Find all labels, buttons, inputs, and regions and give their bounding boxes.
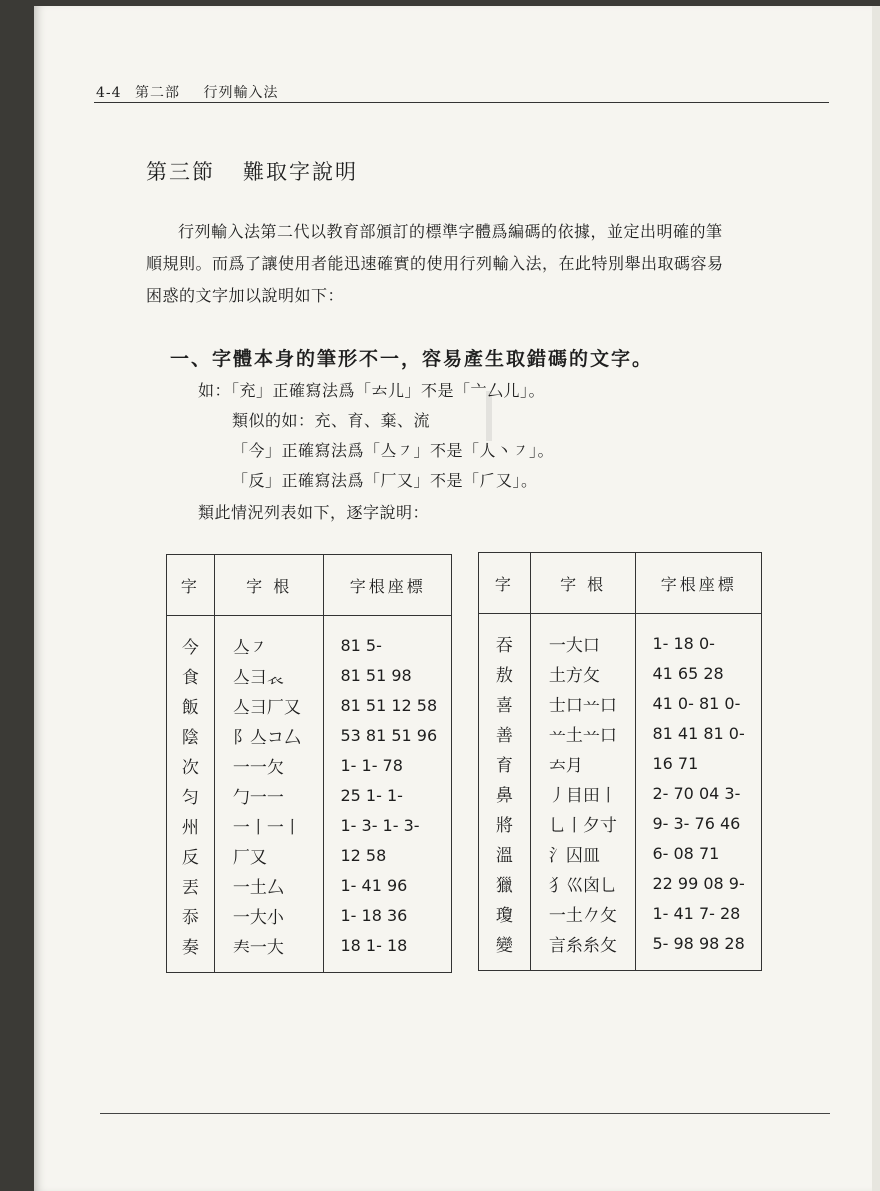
cell-coords: 18 1- 18 [340,935,408,955]
cell-coords: 2- 70 04 3- [652,783,741,803]
cell-roots: 𡗗一大 [214,930,324,973]
cell-coords: 12 58 [340,845,387,865]
cell-char: 州 [167,810,215,840]
footer-rule [100,1113,830,1114]
table-row [479,748,762,778]
cell-char: 變 [479,928,531,971]
table-row [167,780,452,810]
table-row [479,868,762,898]
header-roots: 字 根 [530,553,636,614]
cell-coords: 5- 98 98 28 [652,933,745,953]
subsection-heading: 一、字體本身的筆形不一，容易產生取錯碼的文字。 [170,348,654,370]
cell-char: 溫 [479,838,531,868]
cell-coords: 41 0- 81 0- [652,693,741,713]
cell-char: 今 [167,616,215,661]
table-row [167,616,452,661]
cell-roots: 一丨一丨 [214,810,324,840]
cell-coords: 1- 18 36 [340,905,408,925]
table-row [479,614,762,659]
table-row [479,658,762,688]
table-row [167,870,452,900]
cell-roots: 亼彐𧘇 [214,660,324,690]
table-row [167,840,452,870]
part-label: 第二部 [135,85,180,101]
cell-roots: 亼彐厂又 [214,690,324,720]
intro-line-3: 困惑的文字加以說明如下： [146,286,345,305]
cell-coords: 1- 18 0- [652,633,715,653]
cell-char: 吞 [479,614,531,659]
cell-roots: 亼㇇ [214,616,324,661]
cell-coords: 81 5- [340,635,382,655]
table-row [479,898,762,928]
cell-char: 忝 [167,900,215,930]
cell-roots: 土方攵 [530,658,636,688]
cell-char: 喜 [479,688,531,718]
cell-roots: 士口䒑口 [530,688,636,718]
cell-char: 反 [167,840,215,870]
cell-coords: 6- 08 71 [652,843,720,863]
section-title [146,156,358,186]
cell-char: 瓊 [479,898,531,928]
cell-coords: 1- 41 7- 28 [652,903,741,923]
cell-roots: 䒑土䒑口 [530,718,636,748]
book-page [34,6,880,1191]
cell-char: 獵 [479,868,531,898]
cell-coords: 25 1- 1- [340,785,403,805]
cell-char: 飯 [167,690,215,720]
cell-roots: 一大小 [214,900,324,930]
header-coords: 字根座標 [636,553,762,614]
cell-roots: 一土𠂊攵 [530,898,636,928]
cell-coords: 1- 41 96 [340,875,408,895]
cell-roots: 氵囚皿 [530,838,636,868]
table-row [479,928,762,971]
section-name: 難取字說明 [243,160,358,184]
table-row [167,930,452,973]
table-row [167,750,452,780]
cell-coords: 16 71 [652,753,699,773]
right-table [478,552,762,971]
cell-char: 鼻 [479,778,531,808]
cell-coords: 53 81 51 96 [340,725,438,745]
cell-roots: 乚丨夕寸 [530,808,636,838]
cell-coords: 1- 3- 1- 3- [340,815,420,835]
table-row [167,900,452,930]
cell-coords: 81 41 81 0- [652,723,745,743]
table-header-row [167,555,452,616]
page-edge [872,6,880,1191]
cell-char: 奏 [167,930,215,973]
cell-roots: 一一欠 [214,750,324,780]
example-line-3: 「今」正確寫法爲「亼㇇」不是「人丶㇇」。 [232,441,555,460]
cell-roots: 勹一一 [214,780,324,810]
table-row [479,688,762,718]
cell-coords: 81 51 12 58 [340,695,438,715]
section-label: 第三節 [146,160,215,184]
cell-char: 食 [167,660,215,690]
cell-char: 敖 [479,658,531,688]
header-roots: 字 根 [214,555,324,616]
cell-char: 丟 [167,870,215,900]
cell-char: 善 [479,718,531,748]
example-line-5: 類此情況列表如下，逐字說明： [198,503,430,522]
cell-roots: 一土厶 [214,870,324,900]
cell-coords: 81 51 98 [340,665,412,685]
cell-roots: 犭巛囟乚 [530,868,636,898]
cell-char: 將 [479,808,531,838]
cell-roots: 𠫓月 [530,748,636,778]
table-header-row [479,553,762,614]
cell-char: 育 [479,748,531,778]
intro-line-2: 順規則。而爲了讓使用者能迅速確實的使用行列輸入法，在此特別舉出取碼容易 [146,254,724,273]
cell-roots: 一大口 [530,614,636,659]
intro-line-1: 行列輸入法第二代以教育部頒訂的標準字體爲編碼的依據，並定出明確的筆 [178,222,723,241]
cell-roots: 厂又 [214,840,324,870]
cell-roots: 丿目田丨 [530,778,636,808]
cell-roots: 阝亼コ厶 [214,720,324,750]
header-coords: 字根座標 [324,555,452,616]
intro-paragraph [146,216,776,312]
cell-coords: 1- 1- 78 [340,755,403,775]
table-row [167,690,452,720]
page-number: 4-4 [96,85,122,101]
cell-coords: 9- 3- 76 46 [652,813,741,833]
header-rule [94,102,829,103]
example-line-2: 類似的如：充、育、棄、流 [232,411,431,430]
header-char: 字 [167,555,215,616]
cell-coords: 41 65 28 [652,663,724,683]
running-header [96,82,286,102]
example-line-1: 如：「充」正確寫法爲「𠫓儿」不是「亠厶儿」。 [198,381,546,400]
table-row [167,720,452,750]
table-row [479,808,762,838]
cell-char: 匀 [167,780,215,810]
cell-roots: 言糸糸攵 [530,928,636,971]
cell-char: 陰 [167,720,215,750]
cell-char: 次 [167,750,215,780]
left-table [166,554,452,973]
table-row [479,838,762,868]
cell-coords: 22 99 08 9- [652,873,745,893]
example-line-4: 「反」正確寫法爲「厂又」不是「𠂆又」。 [232,471,538,490]
table-row [479,718,762,748]
table-row [479,778,762,808]
header-char: 字 [479,553,531,614]
chapter-title: 行列輸入法 [203,85,279,101]
table-row [167,660,452,690]
table-row [167,810,452,840]
